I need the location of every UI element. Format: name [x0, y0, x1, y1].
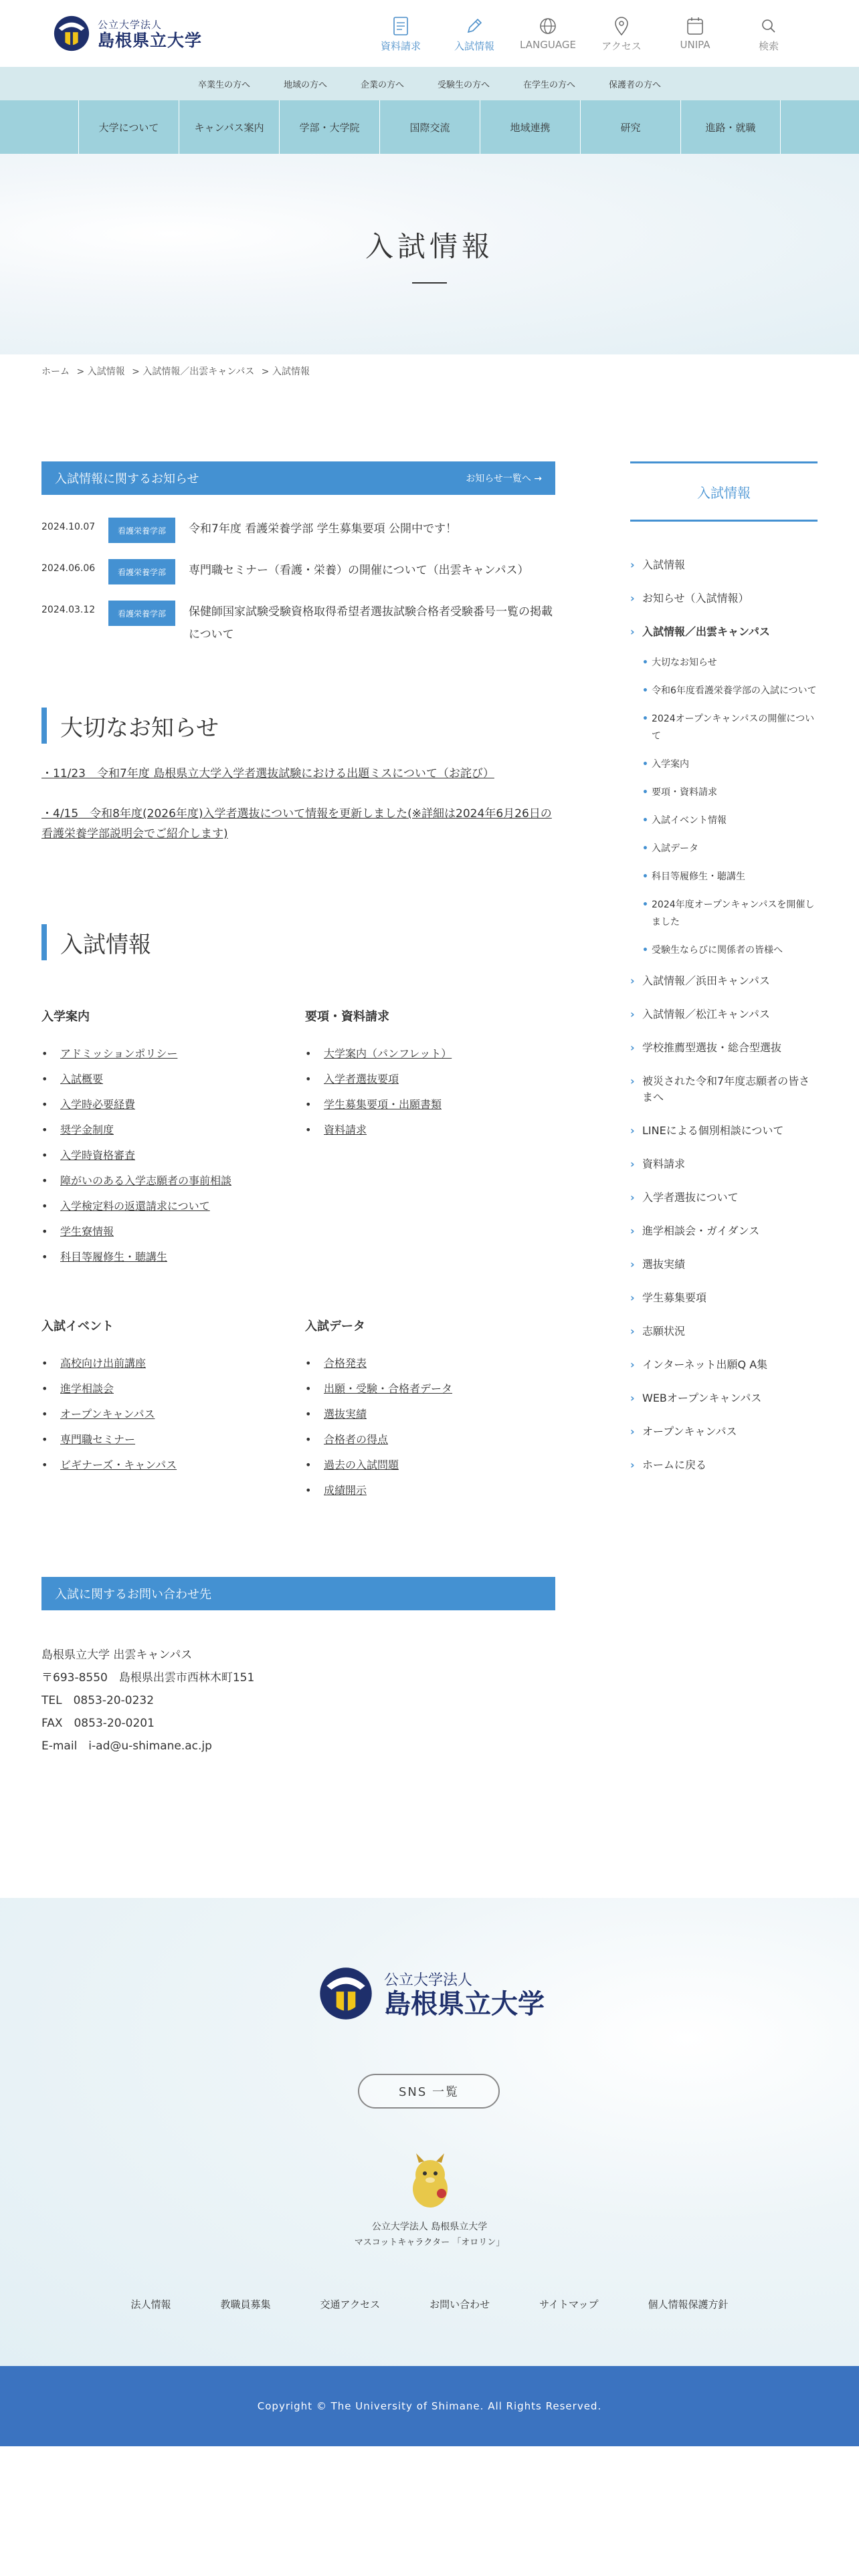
sidebar-subitem[interactable]: • 2024オープンキャンパスの開催について — [630, 705, 818, 750]
link-text[interactable]: 専門職セミナー — [60, 1433, 136, 1446]
page-title: 入試情報 — [365, 230, 494, 263]
news-date: 2024.03.12 — [41, 605, 96, 615]
footer-link[interactable]: 交通アクセス — [320, 2298, 381, 2311]
breadcrumb-item: > 入試情報 — [261, 366, 310, 377]
address-line[interactable]: E-mail i-ad@u-shimane.ac.jp — [41, 1739, 212, 1753]
list-item[interactable] — [41, 1453, 292, 1478]
link-text[interactable]: 進学相談会 — [60, 1382, 114, 1395]
pencil-icon — [465, 17, 484, 35]
sidebar-subitem[interactable]: • 入試データ — [630, 835, 818, 863]
list-item[interactable] — [41, 1067, 292, 1092]
audience-link[interactable]: 保護者の方へ — [609, 80, 662, 90]
important-link[interactable]: ・4/15 令和8年度(2026年度)入学者選抜について情報を更新しました(※詳細は2024年6月26日の看護栄養学部説明会でご紹介します) — [41, 807, 552, 841]
list-item[interactable] — [305, 1453, 555, 1478]
main-nav-item[interactable]: 国際交流 — [379, 100, 480, 154]
sidebar-subitem[interactable]: • 入試イベント情報 — [630, 807, 818, 835]
list-item[interactable] — [305, 1067, 555, 1092]
audience-link[interactable]: 企業の方へ — [360, 80, 404, 90]
sidebar-item[interactable]: › 学生募集要項 — [630, 1281, 818, 1315]
inquiry-address — [41, 1644, 555, 1757]
logo-large-text: 島根県立大学 — [98, 30, 203, 50]
link-text[interactable]: 入試概要 — [60, 1073, 104, 1085]
news-tag: 看護栄養学部 — [108, 518, 175, 543]
list-item[interactable] — [305, 1092, 555, 1117]
group-title: 入試イベント — [41, 1319, 114, 1333]
footer-links — [0, 2297, 859, 2311]
footer-logo-small: 公立大学法人 — [384, 1971, 473, 1989]
sidebar-item[interactable]: › 選抜実績 — [630, 1248, 818, 1281]
link-text[interactable]: 奨学金制度 — [60, 1123, 114, 1136]
main-nav-item[interactable]: 地域連携 — [480, 100, 580, 154]
sidebar-subitem[interactable]: • 2024年度オープンキャンパスを開催しました — [630, 891, 818, 936]
mascot-caption-line: 公立大学法人 島根県立大学 — [371, 2222, 488, 2232]
sidebar-item[interactable]: › 進学相談会・ガイダンス — [630, 1214, 818, 1248]
link-text[interactable]: 選抜実績 — [324, 1408, 367, 1420]
link-text[interactable]: 入学者選抜要項 — [324, 1073, 399, 1085]
footer-link[interactable]: サイトマップ — [539, 2298, 599, 2311]
util-label: アクセス — [601, 40, 642, 52]
group-admission-guide — [41, 987, 292, 1270]
title-underline — [412, 282, 447, 284]
group-data — [305, 1297, 555, 1503]
link-text[interactable]: 入学検定料の返還請求について — [60, 1200, 210, 1212]
news-item[interactable] — [41, 593, 555, 654]
news-title[interactable]: 保健師国家試験受験資格取得希望者選抜試験合格者受験番号一覧の掲載について — [189, 605, 553, 641]
util-access[interactable] — [585, 13, 658, 53]
footer-logo[interactable] — [317, 1965, 545, 2022]
page-hero — [0, 154, 859, 354]
list-item[interactable] — [41, 1194, 292, 1219]
news-title[interactable]: 専門職セミナー（看護・栄養）の開催について（出雲キャンパス） — [189, 564, 529, 577]
util-language[interactable] — [511, 13, 585, 53]
address-line: 島根県立大学 出雲キャンパス — [41, 1648, 193, 1662]
news-date: 2024.06.06 — [41, 563, 96, 574]
link-text[interactable]: 学生寮情報 — [60, 1225, 114, 1238]
list-item[interactable] — [41, 1402, 292, 1427]
sidebar-item[interactable]: › 学校推薦型選抜・総合型選抜 — [630, 1031, 818, 1065]
footer-logo-large: 島根県立大学 — [384, 1988, 545, 2020]
news-header — [41, 461, 555, 495]
important-link[interactable]: ・11/23 令和7年度 島根県立大学入学者選抜試験における出題ミスについて（お詫び） — [41, 767, 494, 780]
footer-link[interactable]: 教職員募集 — [220, 2298, 271, 2311]
sidebar-subitem[interactable]: • 入学案内 — [630, 750, 818, 778]
list-item[interactable] — [41, 1143, 292, 1168]
list-item[interactable] — [41, 1376, 292, 1402]
news-more-link[interactable]: お知らせ一覧へ → — [466, 473, 542, 484]
nyushi-grid — [41, 987, 555, 1503]
audience-link[interactable]: 受験生の方へ — [438, 80, 490, 90]
list-item[interactable] — [41, 1245, 292, 1270]
util-request-docs[interactable] — [364, 13, 438, 53]
news-tag: 看護栄養学部 — [108, 559, 175, 584]
main-nav-item[interactable]: 研究 — [580, 100, 680, 154]
list-item[interactable] — [41, 1117, 292, 1143]
util-label: 検索 — [758, 40, 779, 52]
news-item[interactable] — [41, 551, 555, 593]
inquiry-heading: 入試に関するお問い合わせ先 — [41, 1577, 555, 1610]
main-nav-item[interactable]: キャンパス案内 — [179, 100, 279, 154]
sidebar-item[interactable]: › お知らせ（入試情報） — [630, 582, 818, 615]
group-title: 入学案内 — [41, 1010, 90, 1024]
news-title[interactable]: 令和7年度 看護栄養学部 学生募集要項 公開中です！ — [189, 522, 458, 536]
link-text[interactable]: 過去の入試問題 — [324, 1459, 399, 1471]
main-nav-item[interactable]: 学部・大学院 — [279, 100, 379, 154]
sns-list-button[interactable]: SNS 一覧 — [358, 2074, 500, 2109]
main-nav-item[interactable]: 大学について — [78, 100, 179, 154]
sidebar-item[interactable]: › 入試情報／浜田キャンパス — [630, 964, 818, 998]
globe-icon — [539, 17, 557, 35]
map-pin-icon — [613, 16, 630, 36]
sidebar-item[interactable]: › WEBオープンキャンパス — [630, 1382, 818, 1415]
list-item[interactable] — [305, 1376, 555, 1402]
address-line: TEL 0853-20-0232 — [41, 1694, 155, 1707]
main-content — [41, 461, 555, 1757]
link-text[interactable]: 出願・受験・合格者データ — [324, 1382, 453, 1395]
audience-nav — [0, 67, 859, 100]
link-text[interactable]: 障がいのある入学志願者の事前相談 — [60, 1174, 232, 1187]
address-line: FAX 0853-20-0201 — [41, 1717, 155, 1730]
mascot-caption-line: マスコットキャラクター 「オロリン」 — [354, 2238, 505, 2248]
breadcrumb-item[interactable]: > 入試情報 — [76, 366, 125, 377]
footer-link[interactable]: お問い合わせ — [430, 2298, 490, 2311]
news-heading: 入試情報に関するお知らせ — [55, 472, 199, 486]
sidebar-item[interactable]: › 入学者選抜について — [630, 1181, 818, 1214]
list-item[interactable] — [41, 1351, 292, 1376]
group-title: 入試データ — [305, 1319, 365, 1333]
sidebar-item[interactable]: › 資料請求 — [630, 1148, 818, 1181]
important-list — [41, 764, 555, 844]
link-text[interactable]: 合格者の得点 — [324, 1433, 389, 1446]
util-label: UNIPA — [680, 39, 710, 51]
sidebar-item[interactable]: › 被災された令和7年度志願者の皆さまへ — [630, 1065, 818, 1114]
news-item[interactable] — [41, 510, 555, 551]
link-text[interactable]: ビギナーズ・キャンパス — [60, 1459, 177, 1471]
link-text[interactable]: 科目等履修生・聴講生 — [60, 1251, 168, 1263]
sidebar-item[interactable]: › 志願状況 — [630, 1315, 818, 1348]
link-text[interactable]: オープンキャンパス — [60, 1408, 155, 1420]
link-text[interactable]: 大学案内（パンフレット） — [324, 1047, 452, 1060]
sidebar-subitem[interactable]: • 受験生ならびに関係者の皆様へ — [630, 936, 818, 964]
sidebar-subitem[interactable]: • 大切なお知らせ — [630, 649, 818, 677]
breadcrumb-item[interactable]: ホーム — [41, 366, 70, 377]
util-search[interactable] — [732, 13, 805, 53]
group-documents — [305, 987, 555, 1270]
content-wrap — [0, 461, 859, 1757]
nyushi-heading: 入試情報 — [41, 924, 555, 960]
news-tag: 看護栄養学部 — [108, 601, 175, 626]
sidebar-item[interactable]: › 入試情報／松江キャンパス — [630, 998, 818, 1031]
link-text[interactable]: 資料請求 — [324, 1123, 367, 1136]
footer-link[interactable]: 個人情報保護方針 — [648, 2298, 729, 2311]
link-text[interactable]: 合格発表 — [324, 1357, 367, 1370]
sidebar-subitem[interactable]: • 科目等履修生・聴講生 — [630, 863, 818, 891]
sidebar-item[interactable]: › オープンキャンパス — [630, 1415, 818, 1448]
site-header — [0, 0, 859, 67]
sidebar-title[interactable]: 入試情報 — [630, 461, 818, 522]
copyright: Copyright © The University of Shimane. All Rights Reserved. — [0, 2366, 859, 2446]
sidebar-list — [630, 548, 818, 1482]
link-text[interactable]: 入学時必要経費 — [60, 1098, 136, 1111]
list-item[interactable] — [41, 1427, 292, 1453]
list-item[interactable] — [305, 1427, 555, 1453]
list-item[interactable] — [305, 1478, 555, 1503]
audience-link[interactable]: 地域の方へ — [283, 80, 327, 90]
util-label: 入試情報 — [454, 40, 494, 52]
document-icon — [393, 16, 409, 36]
mascot-caption — [0, 2219, 859, 2251]
list-item[interactable] — [305, 1402, 555, 1427]
link-text[interactable]: 高校向け出前講座 — [60, 1357, 147, 1370]
university-emblem-icon — [317, 1965, 375, 2022]
list-item[interactable] — [41, 1168, 292, 1194]
link-text[interactable]: 入学時資格審査 — [60, 1149, 136, 1162]
group-title: 要項・資料請求 — [305, 1010, 389, 1024]
list-item[interactable] — [305, 1041, 555, 1067]
list-item[interactable] — [41, 1092, 292, 1117]
mascot-orolin-icon — [400, 2152, 460, 2212]
logo-small-text: 公立大学法人 — [98, 18, 163, 31]
list-item[interactable] — [305, 1117, 555, 1143]
footer-link[interactable]: 法人情報 — [130, 2298, 171, 2311]
sidebar-item[interactable]: › 入試情報 — [630, 548, 818, 582]
sidebar-subitem[interactable]: • 令和6年度看護栄養学部の入試について — [630, 677, 818, 705]
sidebar-item[interactable]: › インターネット出願Q A集 — [630, 1348, 818, 1382]
list-item[interactable] — [305, 1351, 555, 1376]
address-line: 〒693-8550 島根県出雲市西林木町151 — [41, 1671, 255, 1685]
sidebar-item[interactable]: › ホームに戻る — [630, 1448, 818, 1482]
audience-link[interactable]: 卒業生の方へ — [197, 80, 250, 90]
breadcrumb-item[interactable]: > 入試情報／出雲キャンパス — [132, 366, 255, 377]
main-nav — [0, 100, 859, 154]
util-label: LANGUAGE — [520, 39, 576, 51]
sidebar-item[interactable]: › LINEによる個別相談について — [630, 1114, 818, 1148]
sidebar-subitem[interactable]: • 要項・資料請求 — [630, 778, 818, 807]
util-unipa[interactable] — [658, 13, 732, 53]
news-list — [41, 510, 555, 654]
breadcrumb — [0, 354, 859, 388]
main-nav-item[interactable]: 進路・就職 — [680, 100, 781, 154]
university-emblem-icon — [52, 14, 91, 53]
list-item[interactable] — [41, 1041, 292, 1067]
link-text[interactable]: 成績開示 — [324, 1484, 367, 1497]
list-item[interactable] — [41, 1219, 292, 1245]
group-events — [41, 1297, 292, 1503]
utility-nav — [364, 13, 805, 53]
sidebar — [630, 461, 818, 1757]
util-admission-info[interactable] — [438, 13, 511, 53]
site-footer — [0, 1898, 859, 2366]
site-logo[interactable] — [52, 14, 202, 53]
unipa-icon — [685, 15, 705, 37]
link-text[interactable]: アドミッションポリシー — [60, 1047, 178, 1060]
important-heading: 大切なお知らせ — [41, 708, 555, 744]
audience-link[interactable]: 在学生の方へ — [523, 80, 576, 90]
news-date: 2024.10.07 — [41, 522, 96, 532]
util-label: 資料請求 — [380, 40, 421, 52]
link-text[interactable]: 学生募集要項・出願書類 — [324, 1098, 442, 1111]
sidebar-item[interactable]: › 入試情報／出雲キャンパス — [630, 615, 818, 649]
search-icon — [761, 18, 777, 34]
